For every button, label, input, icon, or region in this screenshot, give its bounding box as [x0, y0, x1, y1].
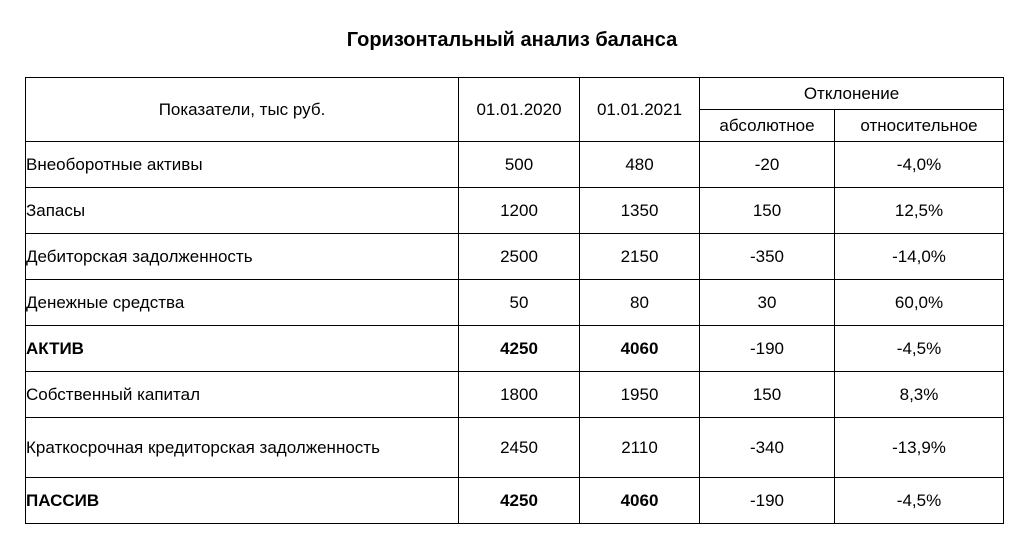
row-name: ПАССИВ: [26, 478, 459, 524]
cell-2021: 480: [580, 142, 700, 188]
row-name: Внеоборотные активы: [26, 142, 459, 188]
header-relative: относительное: [835, 110, 1004, 142]
cell-absolute: -20: [700, 142, 835, 188]
cell-2021: 2110: [580, 418, 700, 478]
cell-2021: 80: [580, 280, 700, 326]
row-name: Денежные средства: [26, 280, 459, 326]
cell-relative: -4,5%: [835, 326, 1004, 372]
cell-2021: 1950: [580, 372, 700, 418]
cell-absolute: -190: [700, 478, 835, 524]
cell-2020: 500: [459, 142, 580, 188]
page-title: Горизонтальный анализ баланса: [346, 29, 678, 51]
header-deviation: Отклонение: [700, 78, 1004, 110]
cell-2020: 4250: [459, 326, 580, 372]
table-row: [26, 372, 1004, 418]
cell-relative: -13,9%: [835, 418, 1004, 478]
table-row: [26, 142, 1004, 188]
table-row-total-assets: [26, 326, 1004, 372]
cell-relative: -14,0%: [835, 234, 1004, 280]
cell-relative: 12,5%: [835, 188, 1004, 234]
cell-2020: 2500: [459, 234, 580, 280]
cell-absolute: -350: [700, 234, 835, 280]
table-row: [26, 280, 1004, 326]
row-name: Собственный капитал: [26, 372, 459, 418]
cell-relative: -4,0%: [835, 142, 1004, 188]
cell-absolute: 150: [700, 372, 835, 418]
header-absolute: абсолютное: [700, 110, 835, 142]
cell-2021: 4060: [580, 478, 700, 524]
row-name: АКТИВ: [26, 326, 459, 372]
cell-absolute: 150: [700, 188, 835, 234]
table-row-total-liabilities: [26, 478, 1004, 524]
cell-absolute: -340: [700, 418, 835, 478]
cell-relative: 60,0%: [835, 280, 1004, 326]
table-row: [26, 234, 1004, 280]
row-name: Краткосрочная кредиторская задолженность: [26, 418, 459, 478]
header-row: [26, 78, 1004, 110]
cell-2020: 50: [459, 280, 580, 326]
cell-2021: 1350: [580, 188, 700, 234]
row-name: Дебиторская задолженность: [26, 234, 459, 280]
header-date-2021: 01.01.2021: [580, 78, 700, 142]
cell-2020: 1800: [459, 372, 580, 418]
cell-relative: 8,3%: [835, 372, 1004, 418]
header-indicators: Показатели, тыс руб.: [26, 78, 459, 142]
cell-relative: -4,5%: [835, 478, 1004, 524]
cell-absolute: 30: [700, 280, 835, 326]
balance-table: [25, 77, 1004, 524]
table-row: [26, 188, 1004, 234]
table-row: [26, 418, 1004, 478]
cell-absolute: -190: [700, 326, 835, 372]
header-date-2020: 01.01.2020: [459, 78, 580, 142]
cell-2020: 1200: [459, 188, 580, 234]
cell-2020: 4250: [459, 478, 580, 524]
cell-2021: 4060: [580, 326, 700, 372]
cell-2021: 2150: [580, 234, 700, 280]
row-name: Запасы: [26, 188, 459, 234]
cell-2020: 2450: [459, 418, 580, 478]
